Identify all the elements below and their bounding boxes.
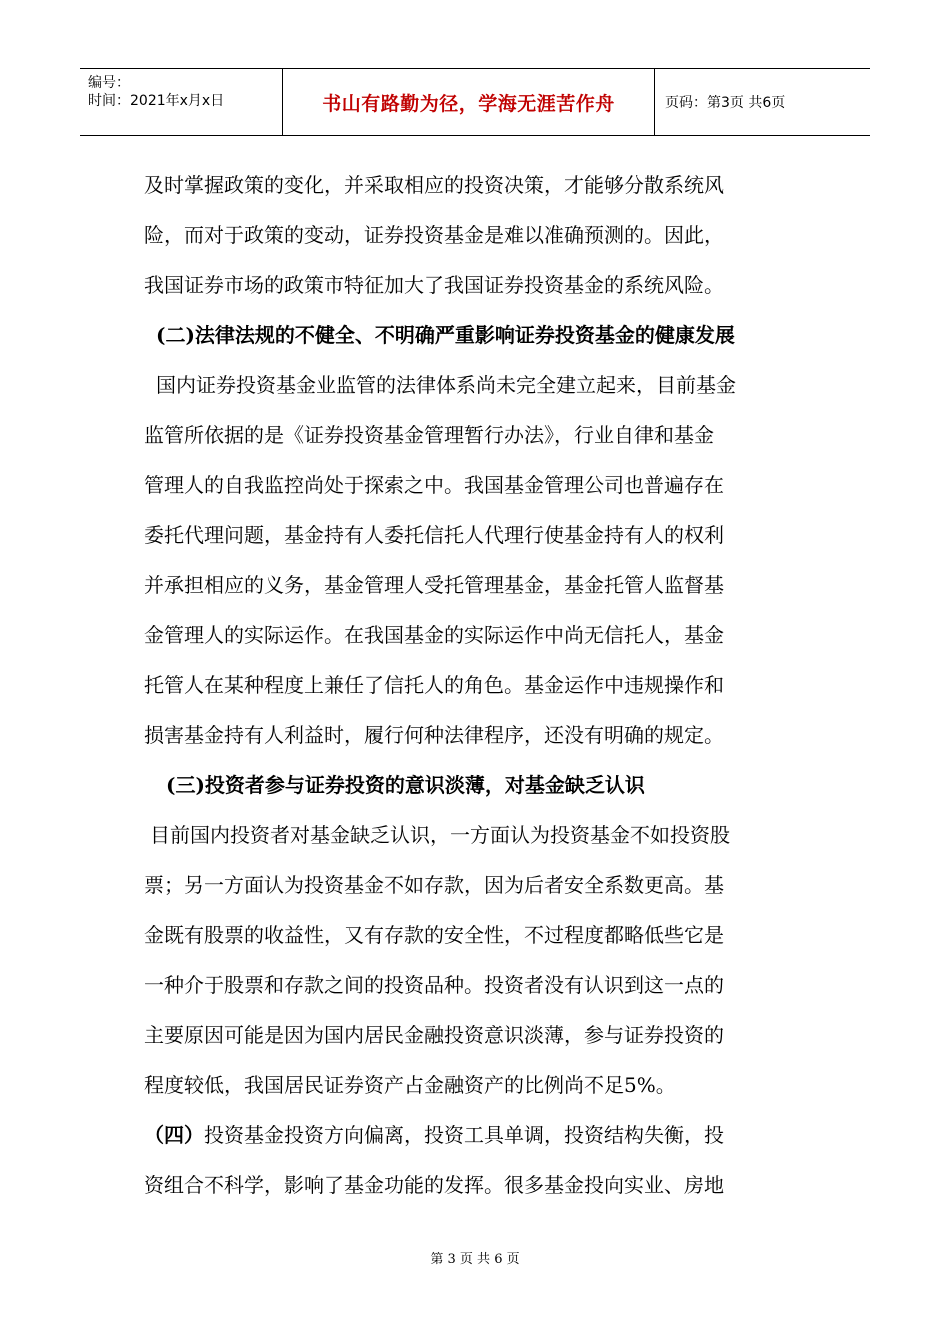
paragraph-line: 及时掌握政策的变化，并采取相应的投资决策，才能够分散系统风 [144, 173, 724, 197]
paragraph-line: 票；另一方面认为投资基金不如存款，因为后者安全系数更高。基 [144, 873, 724, 897]
paragraph-line: 托管人在某种程度上兼任了信托人的角色。基金运作中违规操作和 [144, 673, 724, 697]
header-motto: 书山有路勤为径，学海无涯苦作舟 [283, 69, 655, 135]
paragraph-line: 监管所依据的是《证券投资基金管理暂行办法》，行业自律和基金 [144, 423, 714, 447]
paragraph-line: 国内证券投资基金业监管的法律体系尚未完全建立起来，目前基金 [156, 373, 736, 397]
section-heading-3: (三)投资者参与证券投资的意识淡薄，对基金缺乏认识 [166, 773, 645, 797]
document-date-label: 时间：2021年x月x日 [88, 93, 225, 109]
page-footer: 第 3 页 共 6 页 [430, 1252, 520, 1267]
header-page-info: 页码：第3页 共6页 [665, 95, 786, 111]
section-heading-2: (二)法律法规的不健全、不明确严重影响证券投资基金的健康发展 [156, 323, 735, 347]
section-heading-4-text: 投资基金投资方向偏离，投资工具单调，投资结构失衡，投 [204, 1123, 724, 1147]
header-meta-cell [80, 69, 283, 135]
paragraph-line: 金既有股票的收益性，又有存款的安全性，不过程度都略低些它是 [144, 923, 724, 947]
paragraph-line: 我国证券市场的政策市特征加大了我国证券投资基金的系统风险。 [144, 273, 724, 297]
header-table [80, 68, 870, 136]
paragraph-line: 主要原因可能是因为国内居民金融投资意识淡薄，参与证券投资的 [144, 1023, 724, 1047]
paragraph-line: 程度较低，我国居民证券资产占金融资产的比例尚不足5%。 [144, 1073, 676, 1097]
document-body [144, 160, 804, 1210]
paragraph-line: 损害基金持有人利益时，履行何种法律程序，还没有明确的规定。 [144, 723, 724, 747]
paragraph-line: 资组合不科学，影响了基金功能的发挥。很多基金投向实业、房地 [144, 1173, 724, 1197]
paragraph-line: 一种介于股票和存款之间的投资品种。投资者没有认识到这一点的 [144, 973, 724, 997]
paragraph-line: 金管理人的实际运作。在我国基金的实际运作中尚无信托人，基金 [144, 623, 724, 647]
paragraph-line: 目前国内投资者对基金缺乏认识，一方面认为投资基金不如投资股 [150, 823, 730, 847]
section-heading-4-line [144, 1110, 804, 1160]
paragraph-line: 险，而对于政策的变动，证券投资基金是难以准确预测的。因此， [144, 223, 724, 247]
paragraph-line: 管理人的自我监控尚处于探索之中。我国基金管理公司也普遍存在 [144, 473, 724, 497]
paragraph-line: 并承担相应的义务，基金管理人受托管理基金，基金托管人监督基 [144, 573, 724, 597]
document-number-label: 编号： [88, 75, 130, 91]
section-heading-4-label: （四） [144, 1123, 204, 1147]
paragraph-line: 委托代理问题，基金持有人委托信托人代理行使基金持有人的权利 [144, 523, 724, 547]
